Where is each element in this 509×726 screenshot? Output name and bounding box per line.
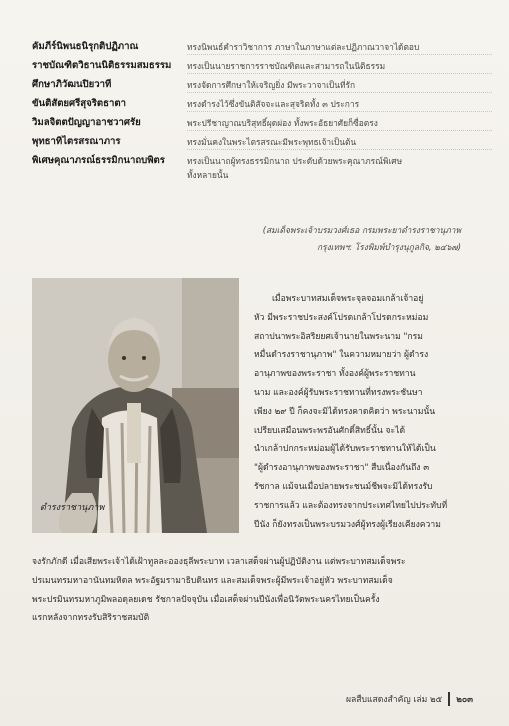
body-line: เพียง ๒๙ ปี ก็คงจะมิได้ทรงคาดคิดว่า พระนามนั้น	[254, 406, 436, 417]
term-label: วิมลจิตตปัญญาอาชวาศรัย	[32, 117, 141, 128]
portrait-photo	[32, 278, 239, 533]
term-row	[32, 97, 492, 116]
term-label: พุทธาทิไตรสรณาภาร	[32, 136, 121, 147]
body-line: "ผู้ดำรงอานุภาพของพระราชา" สืบเนื่องกันถึง ๓	[254, 463, 430, 474]
body-line: สถาปนาพระอิสริยยศเจ้านายในพระนาม "กรม	[254, 331, 423, 342]
signature: ดำรงราชานุภาพ	[40, 503, 105, 513]
body-paragraph	[254, 290, 492, 534]
citation-line: กรุงเทพฯ: โรงพิมพ์บำรุงนุกูลกิจ, ๒๔๖๗)	[317, 242, 461, 252]
term-value: ทรงมั่นคงในพระไตรสรณะมีพระพุทธเจ้าเป็นต้น	[187, 135, 492, 150]
body-line: รัชกาล แม้จนเมื่อปลายพระชนม์ชีพจะมิได้ทรงรับ	[254, 481, 433, 492]
term-value: ทรงดำรงไว้ซึ่งขันติสัจจะและสุจริตทั้ง ๓ ประการ	[187, 97, 492, 112]
body-line: นาม และองค์ผู้รับพระราชทานที่ทรงพระชันษา	[254, 387, 423, 398]
term-value: พระปรีชาญาณบริสุทธิ์ผุดผ่อง ทั้งพระอัธยาศัยก็ซื่อตรง	[187, 116, 492, 131]
body-line: หมื่นดำรงราชานุภาพ" ในความหมายว่า ผู้ดำรง	[254, 350, 429, 361]
term-row	[32, 78, 492, 97]
term-value: ทรงนิพนธ์คำราวิชาการ ภาษาในภาษาแต่ละปฏิภาณวาจาได้ตอบ	[187, 40, 492, 55]
citation-line: (สมเด็จพระเจ้าบรมวงศ์เธอ กรมพระยาดำรงราชานุภาพ	[262, 225, 461, 235]
body-line: ปรเมนทรมหาอานันทมหิดล พระอัฐมรามาธิบดินทร และสมเด็จพระผู้มีพระเจ้าอยู่หัว พระบาทสมเด็จ	[32, 575, 393, 586]
term-value-line: ทรงเป็นนาถผู้ทรงธรรมิกนาถ ประดับด้วยพระคุณาภรณ์พิเศษ	[187, 156, 403, 166]
term-row	[32, 59, 492, 78]
page-footer	[346, 692, 473, 706]
page-number: ๒๐๓	[456, 695, 473, 705]
body-line: แรกหลังจากทรงรับสิริราชสมบัติ	[32, 613, 150, 624]
term-label: ขันติสัตยศรีสุจริตธาตา	[32, 98, 127, 109]
term-row	[32, 135, 492, 154]
portrait-illustration	[32, 278, 239, 533]
term-row	[32, 154, 492, 184]
body-line: ปีนัง ก็ยังทรงเป็นพระบรมวงศ์ผู้ทรงผู้เรียงเคียงความ	[254, 519, 441, 530]
body-line: หัว มีพระราชประสงค์โปรดเกล้าโปรดกระหม่อม	[254, 312, 429, 323]
footer-divider	[448, 692, 450, 706]
body-line: อานุภาพของพระราชา ทั้งองค์ผู้พระราชทาน	[254, 369, 416, 380]
citation	[161, 222, 461, 256]
term-row	[32, 116, 492, 135]
term-label: คัมภีร์นิพนธนิรุกติปฏิภาณ	[32, 41, 139, 52]
title-definitions-table	[32, 40, 492, 184]
body-line: พระปรมินทรมหาภูมิพลอดุลยเดช รัชกาลปัจจุบัน เมื่อเสด็จผ่านปีนังเพื่อนิวัตพระนครไทยเป็นครั้ง	[32, 594, 380, 605]
term-label: พิเศษคุณาภรณ์ธรรมิกนาถบพิตร	[32, 155, 165, 166]
term-label: ราชบัณฑิตวิธานนิติธรรมสมธรรม	[32, 60, 172, 71]
body-line: เมื่อพระบาทสมเด็จพระจุลจอมเกล้าเจ้าอยู่	[272, 294, 424, 304]
term-value	[187, 154, 492, 182]
body-line: จงรักภักดี เมื่อเสียพระเจ้าได้เฝ้าทูลละอองธุลีพระบาท เวลาเสด็จผ่านผู้ปฏิบัติงาน แต่พระบาทสมเด็จพระ	[32, 557, 406, 567]
term-value: ทรงเป็นนายราชการราชบัณฑิตและสามารถในนิติธรรม	[187, 59, 492, 74]
term-value: ทรงจัดการศึกษาให้เจริญยิ่ง มีพระวาจาเป็นที่รัก	[187, 78, 492, 93]
body-line: ราชการแล้ว และต้องทรงจากประเทศไทยไปประทับที่	[254, 500, 448, 511]
body-line: เปรียบเสมือนพระพรอันศักดิ์สิทธิ์นั้น จะได้	[254, 425, 406, 436]
term-row	[32, 40, 492, 59]
body-line: นำเกล้าปกกระหม่อมผู้ได้รับพระราชทานให้ได้เป็น	[254, 444, 436, 455]
term-value-line: ทั้งหลายนั้น	[187, 170, 229, 180]
term-label: ศึกษาภิวัฒนปิยวาที	[32, 79, 112, 90]
publication-title: ผลสืบแสดงสำคัญ เล่ม ๒๕	[345, 695, 443, 705]
body-paragraph-continued	[32, 553, 492, 628]
